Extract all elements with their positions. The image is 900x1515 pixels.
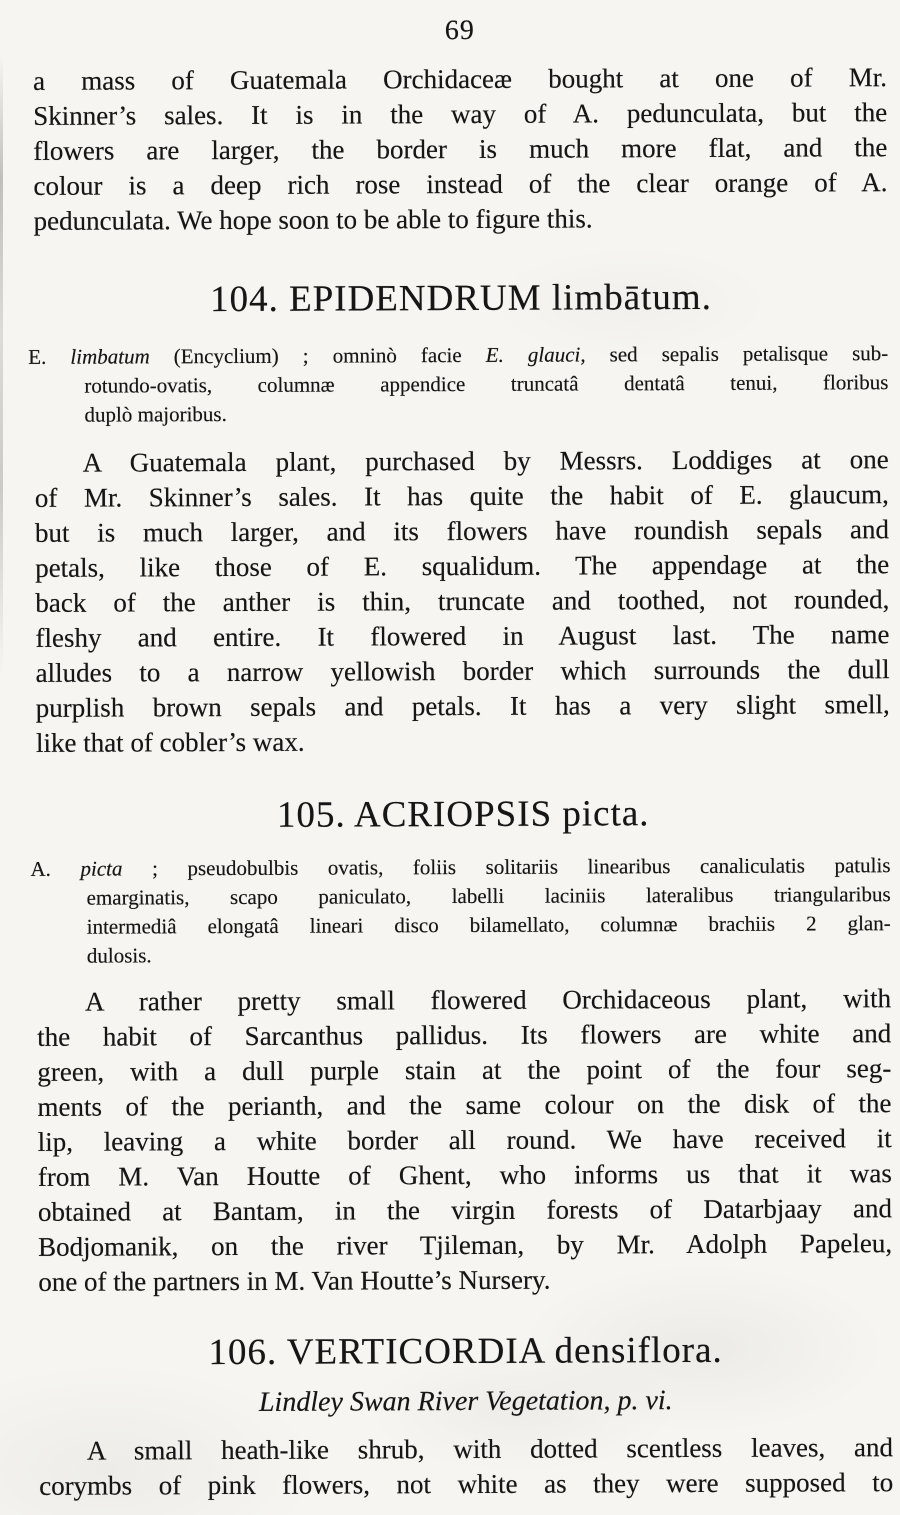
article-104-paragraph [35, 442, 890, 761]
article-106-paragraph [39, 1430, 893, 1504]
text-line: back of the anther is thin, truncate and toothed, not rounded, [35, 584, 890, 618]
text-line: alludes to a narrow yellowish border which surrounds the dull [35, 654, 890, 688]
diagnosis-text: (Encyclium) ; omninò facie [149, 342, 486, 369]
text-line: the habit of Sarcanthus pallidus. Its flowers are white and [37, 1018, 892, 1052]
diagnosis-text: ; pseudobulbis ovatis, foliis solitariis linearibus canaliculatis patulis [122, 853, 891, 881]
text-line: flowers are larger, the border is much more flat, and the [33, 132, 888, 166]
article-104-latin-diagnosis [28, 339, 888, 430]
text-line: A rather pretty small flowered Orchidaceous plant, with [84, 983, 892, 1017]
text-line: but is much larger, and its flowers have roundish sepals and [34, 514, 890, 548]
species-name-italic: E. glauci, [485, 342, 586, 367]
scan-edge-artifact [0, 55, 3, 675]
text-line: fleshy and entire. It flowered in August last. The name [35, 619, 890, 653]
text-line: A small heath-like shrub, with dotted scentless leaves, and [86, 1432, 894, 1466]
text-line: one of the partners in M. Van Houtte’s Nursery. [38, 1264, 551, 1297]
diagnosis-line: dulosis. [86, 943, 152, 968]
diagnosis-line: emarginatis, scapo paniculato, labelli laciniis lateralibus triangularibus [86, 882, 891, 910]
text-line: purplish brown sepals and petals. It has a very slight smell, [35, 689, 890, 723]
diagnosis-text: sed sepalis petalisque sub- [585, 341, 889, 367]
text-line: green, with a dull purple stain at the point of the four seg- [37, 1053, 892, 1087]
diagnosis-line: intermediâ elongatâ lineari disco bilamellato, columnæ brachiis 2 glan- [86, 911, 891, 939]
text-line: Bodjomanik, on the river Tjileman, by Mr. Adolph Papeleu, [38, 1228, 893, 1262]
intro-paragraph [33, 60, 888, 239]
text-line: a mass of Guatemala Orchidaceæ bought at one of Mr. [32, 62, 888, 96]
text-line: corymbs of pink flowers, not white as they were supposed to [39, 1467, 894, 1501]
article-106-heading: 106. VERTICORDIA densiflora. [208, 1329, 723, 1374]
text-line: petals, like those of E. squalidum. The appendage at the [35, 549, 890, 583]
species-name-italic: picta [80, 856, 123, 881]
page-number: 69 [444, 14, 475, 47]
text-line: A Guatemala plant, purchased by Messrs. Loddiges at one [82, 444, 889, 478]
diagnosis-line [30, 851, 890, 884]
text-line: Skinner’s sales. It is in the way of A. pedunculata, but the [33, 97, 888, 131]
text-line: of Mr. Skinner’s sales. It has quite the habit of E. glaucum, [34, 479, 889, 513]
diagnosis-line: duplò majoribus. [84, 402, 227, 427]
text-line: pedunculata. We hope soon to be able to figure this. [33, 203, 593, 236]
article-105-heading: 105. ACRIOPSIS picta. [276, 793, 650, 836]
text-line: ments of the perianth, and the same colour on the disk of the [37, 1088, 892, 1122]
text-line: like that of cobler’s wax. [35, 726, 305, 758]
text-line: obtained at Bantam, in the virgin forests of Datarbjaay and [37, 1193, 893, 1227]
bibliographic-reference: Lindley Swan River Vegetation, p. vi. [258, 1385, 673, 1418]
genus-abbreviation: A. [30, 856, 81, 881]
text-line: from M. Van Houtte of Ghent, who informs us that it was [37, 1158, 892, 1192]
page-content [28, 14, 894, 1504]
species-name-italic: limbatum [70, 344, 150, 369]
article-105-paragraph [37, 981, 892, 1300]
diagnosis-line: rotundo-ovatis, columnæ appendice truncatâ dentatâ tenui, floribus [84, 370, 889, 398]
article-104-heading: 104. EPIDENDRUM limbātum. [209, 276, 713, 321]
diagnosis-line [28, 339, 888, 372]
text-line: lip, leaving a white border all round. We have received it [37, 1123, 892, 1157]
text-line: colour is a deep rich rose instead of the clear orange of A. [33, 167, 888, 201]
genus-abbreviation: E. [28, 344, 71, 369]
article-105-latin-diagnosis [30, 851, 890, 971]
